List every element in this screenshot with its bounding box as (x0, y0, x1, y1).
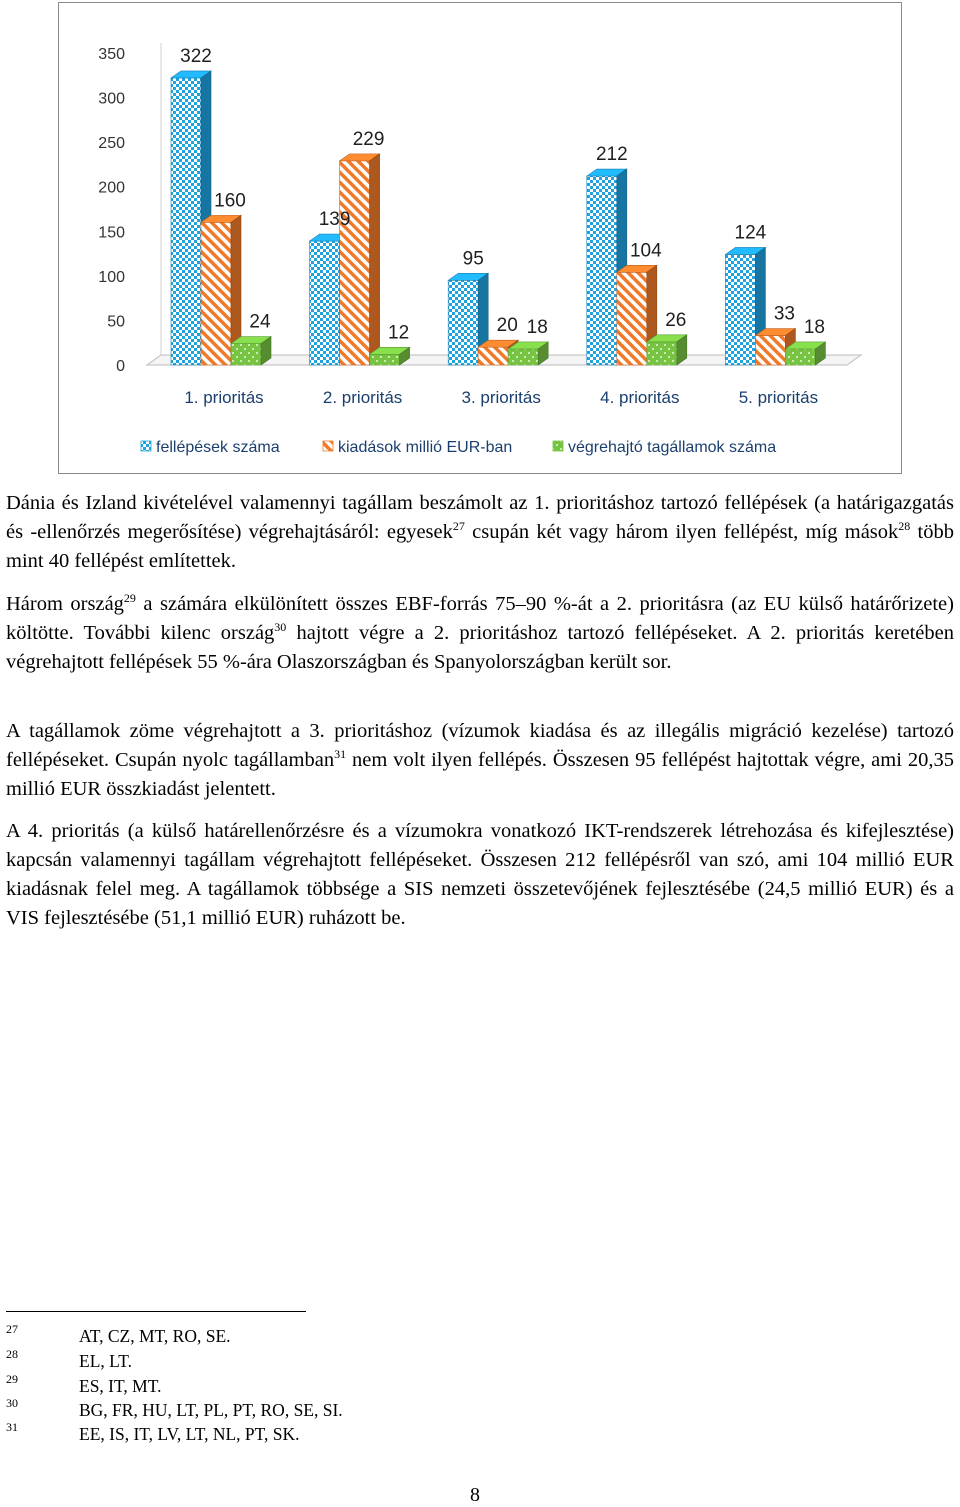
legend-label: végrehajtó tagállamok száma (568, 439, 777, 456)
data-label: 20 (496, 315, 518, 337)
footnote-separator (6, 1311, 306, 1312)
y-tick-label: 50 (107, 313, 125, 331)
legend-swatch (323, 441, 333, 451)
footnote-text: ES, IT, MT. (79, 1376, 162, 1396)
y-tick-label: 250 (98, 135, 125, 153)
paragraph-text: A tagállamok zöme végrehajtott a 3. prioritáshoz (vízumok kiadása és az illegális migráció kezelése) tartozó fellépéseket. Csupán nyolc tagállamban (6, 720, 954, 771)
legend-label: kiadások millió EUR-ban (338, 439, 513, 456)
paragraph-priority-4 (6, 817, 954, 933)
data-label: 18 (803, 316, 825, 338)
footnote-ref: 29 (123, 591, 136, 606)
x-tick-label: 1. prioritás (184, 388, 264, 407)
bar-front (755, 336, 785, 365)
data-label: 95 (462, 248, 484, 270)
y-tick-label: 150 (98, 224, 125, 242)
bar (340, 154, 380, 365)
footnote-number: 31 (6, 1420, 18, 1434)
footnote-number: 29 (6, 1372, 18, 1386)
legend-swatch (141, 441, 151, 451)
footnote-ref: 30 (274, 620, 287, 635)
bar-front (478, 347, 508, 365)
data-label: 139 (318, 209, 351, 231)
paragraph-text: a számára elkülönített összes EBF-forrás 75–90 %-át a 2. prioritásra (az EU külső határőrizete) költötte. További kilenc ország (6, 593, 954, 644)
bar-front (171, 78, 201, 365)
paragraph-text: hajtott végre a 2. prioritáshoz tartozó fellépéseket. A 2. prioritás keretében végrehajtott fellépések 55 %-ára Olaszországban és Spanyolországban került sor. (6, 622, 954, 673)
legend-swatch (553, 441, 563, 451)
bar-side (370, 154, 380, 365)
y-tick-label: 200 (98, 179, 125, 197)
bar-front (231, 344, 261, 365)
paragraph-priority-2 (6, 590, 954, 677)
footnote-number: 28 (6, 1347, 18, 1361)
bar-front (201, 222, 231, 365)
bar-chart (58, 2, 902, 474)
y-tick-label: 300 (98, 90, 125, 108)
footnote-text: BG, FR, HU, LT, PL, PT, RO, SE, SI. (79, 1400, 343, 1420)
paragraph-priority-1 (6, 489, 954, 576)
footnote-text: AT, CZ, MT, RO, SE. (79, 1326, 231, 1346)
bar-front (785, 349, 815, 365)
paragraph-text: több mint 40 fellépést említettek. (6, 521, 955, 572)
x-tick-label: 2. prioritás (322, 388, 403, 407)
data-label: 124 (734, 222, 767, 244)
data-label: 26 (665, 309, 687, 331)
paragraph-text: Három ország (6, 593, 124, 615)
footnote-text: EE, IS, IT, LV, LT, NL, PT, SK. (79, 1424, 300, 1444)
paragraph-text: csupán két vagy három ilyen fellépést, míg mások (464, 521, 899, 543)
data-label: 104 (629, 240, 662, 262)
data-label: 229 (352, 128, 385, 150)
paragraph-priority-3 (6, 717, 954, 804)
bar-front (448, 280, 478, 365)
paragraph-text: Dánia és Izland kivételével valamennyi tagállam beszámolt az 1. prioritáshoz tartozó fellépések (a határigazgatás és -ellenőrzés megerősítése) végrehajtásáról: egyesek (6, 492, 954, 543)
bar (370, 347, 410, 365)
bar-front (310, 241, 340, 365)
bar-front (587, 176, 617, 365)
y-tick-label: 100 (98, 268, 125, 286)
bar (647, 335, 687, 365)
bar-front (725, 254, 755, 365)
data-label: 160 (214, 190, 246, 212)
bar-front (647, 342, 677, 365)
footnote-ref: 28 (898, 519, 911, 534)
footnote-ref: 27 (452, 519, 465, 534)
bar (231, 337, 271, 365)
x-tick-label: 3. prioritás (461, 388, 541, 407)
bar (508, 342, 548, 365)
footnote-ref: 31 (334, 747, 347, 762)
bar-front (340, 161, 370, 365)
data-label: 18 (526, 316, 548, 338)
footnote-number: 27 (6, 1322, 18, 1336)
data-label: 24 (249, 311, 271, 333)
x-tick-label: 5. prioritás (738, 388, 819, 407)
bar-front (617, 272, 647, 365)
page-number: 8 (470, 1484, 480, 1506)
paragraph-text: A 4. prioritás (a külső határellenőrzésre és a vízumokra vonatkozó IKT-rendszerek létrehozása és kifejlesztése) kapcsán valamennyi tagállam végrehajtott fellépéseket. Összesen 212 fellépésről van szó, ami 104 millió EUR kiadásnak felel meg. A tagállamok többsége a SIS nemzeti összetevőjének fejlesztésébe (24,5 millió EUR) és a VIS fejlesztésébe (51,1 millió EUR) ruházott be. (6, 820, 954, 929)
bar-front (508, 349, 538, 365)
chart-canvas (59, 3, 903, 475)
legend-label: fellépések száma (156, 439, 280, 456)
y-tick-label: 350 (98, 46, 125, 63)
y-tick-label: 0 (116, 358, 125, 375)
data-label: 33 (773, 303, 795, 325)
data-label: 322 (180, 45, 212, 67)
data-label: 12 (388, 322, 410, 344)
data-label: 212 (595, 144, 628, 166)
bar (785, 342, 825, 365)
bar-front (370, 354, 400, 365)
footnote-text: EL, LT. (79, 1351, 132, 1371)
paragraph-text: nem volt ilyen fellépés. Összesen 95 fellépést hajtottak végre, ami 20,35 millió EUR összkiadást jelentett. (6, 749, 954, 800)
footnote-number: 30 (6, 1396, 18, 1410)
x-tick-label: 4. prioritás (600, 388, 680, 407)
